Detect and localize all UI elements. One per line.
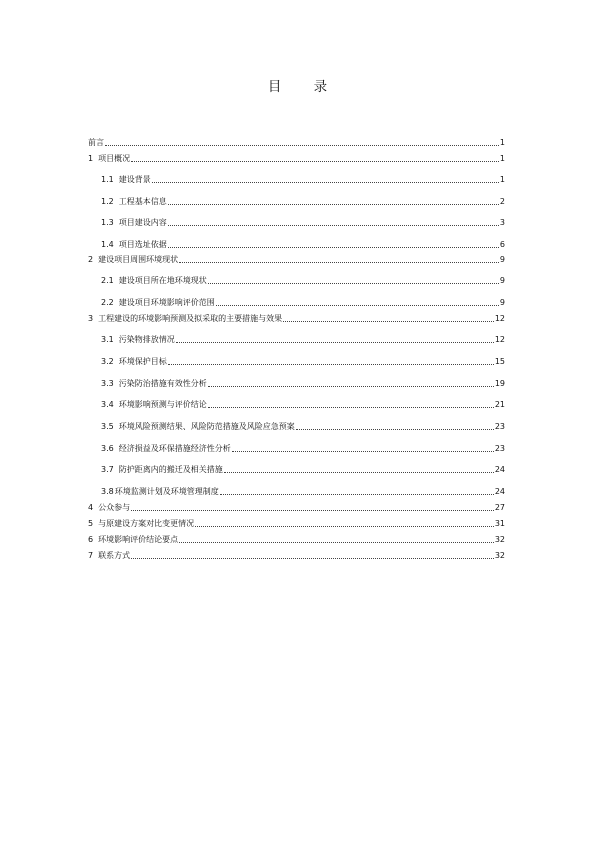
dot-leader	[168, 364, 494, 365]
toc-entry-number: 5	[88, 519, 94, 528]
toc-entry-label: 经济损益及环保措施经济性分析	[118, 444, 231, 453]
dot-leader	[152, 182, 499, 183]
toc-entry-label: 环境影响评价结论要点	[98, 535, 179, 544]
toc-entry-label: 建设项目所在地环境现状	[118, 276, 207, 285]
toc-entry-page: 32	[494, 535, 505, 544]
toc-entry-label: 环境影响预测与评价结论	[118, 400, 207, 409]
toc-entry-page: 1	[499, 154, 505, 163]
dot-leader	[179, 542, 494, 543]
toc-entry-number: 3.2	[101, 357, 114, 366]
dot-leader	[283, 321, 494, 322]
toc-entry-label: 防护距离内的搬迁及相关措施	[118, 465, 223, 474]
dot-leader	[208, 386, 494, 387]
toc-entry-number: 1	[88, 154, 94, 163]
toc-entry-page: 9	[499, 298, 505, 307]
dot-leader	[105, 145, 499, 146]
toc-entry-page: 15	[494, 357, 505, 366]
toc-entry-page: 27	[494, 503, 505, 512]
toc-entry-page: 1	[499, 138, 505, 147]
toc-entry-page: 3	[499, 218, 505, 227]
toc-entry-page: 9	[499, 255, 505, 264]
toc-entry-number: 3	[88, 314, 94, 323]
toc-entry-5[interactable]	[88, 517, 505, 529]
toc-entry-label: 建设项目周围环境现状	[98, 255, 179, 264]
toc-entry-label: 与原建设方案对比变更情况	[98, 519, 195, 528]
toc-entry-label: 建设背景	[118, 175, 151, 184]
toc-entry-label: 联系方式	[98, 551, 131, 560]
toc-entry-number: 3.6	[101, 444, 114, 453]
toc-entry-page: 31	[494, 519, 505, 528]
toc-entry-3-5[interactable]	[101, 420, 505, 432]
toc-entry-number: 6	[88, 535, 94, 544]
toc-entry-6[interactable]	[88, 533, 505, 545]
toc-entry-preface[interactable]	[88, 136, 505, 148]
toc-entry-label: 项目选址依据	[118, 240, 167, 249]
dot-leader	[195, 526, 494, 527]
toc-entry-number: 3.5	[101, 422, 114, 431]
toc-entry-3-2[interactable]	[101, 355, 505, 367]
toc-entry-label: 建设项目环境影响评价范围	[118, 298, 215, 307]
toc-entry-page: 1	[499, 175, 505, 184]
toc-entry-label: 工程建设的环境影响预测及拟采取的主要措施与效果	[98, 314, 283, 323]
toc-entry-page: 19	[494, 379, 505, 388]
toc-entry-label: 项目建设内容	[118, 218, 167, 227]
toc-entry-number: 2	[88, 255, 94, 264]
toc-entry-3-7[interactable]	[101, 463, 505, 475]
dot-leader	[179, 262, 499, 263]
toc-entry-number: 7	[88, 551, 94, 560]
toc-entry-1-4[interactable]	[101, 238, 505, 250]
dot-leader	[168, 225, 499, 226]
toc-entry-1-1[interactable]	[101, 173, 505, 185]
toc-entry-3-1[interactable]	[101, 333, 505, 345]
toc-entry-label: 项目概况	[98, 154, 131, 163]
toc-entry-label: 工程基本信息	[118, 197, 167, 206]
dot-leader	[176, 342, 494, 343]
toc-entry-number: 1.3	[101, 218, 114, 227]
toc-entry-label: 公众参与	[98, 503, 131, 512]
toc-entry-number: 3.8	[101, 487, 114, 496]
toc-entry-2-2[interactable]	[101, 296, 505, 308]
toc-entry-page: 24	[494, 465, 505, 474]
toc-entry-3-6[interactable]	[101, 442, 505, 454]
toc-entry-1[interactable]	[88, 152, 505, 164]
toc-entry-number: 4	[88, 503, 94, 512]
dot-leader	[208, 283, 499, 284]
dot-leader	[168, 247, 499, 248]
toc-entry-number: 3.7	[101, 465, 114, 474]
toc-entry-page: 2	[499, 197, 505, 206]
toc-entry-number: 3.1	[101, 335, 114, 344]
toc-entry-number: 2.2	[101, 298, 114, 307]
toc-entry-label: 环境保护目标	[118, 357, 167, 366]
toc-entry-number: 2.1	[101, 276, 114, 285]
dot-leader	[208, 407, 494, 408]
toc-entry-3[interactable]	[88, 312, 505, 324]
dot-leader	[296, 429, 494, 430]
toc-entry-3-8[interactable]	[101, 485, 505, 497]
toc-entry-number: 1.2	[101, 197, 114, 206]
toc-entry-page: 23	[494, 422, 505, 431]
toc-entry-page: 21	[494, 400, 505, 409]
toc-entry-number: 3.3	[101, 379, 114, 388]
toc-entry-page: 6	[499, 240, 505, 249]
toc-entry-3-4[interactable]	[101, 398, 505, 410]
toc-entry-2-1[interactable]	[101, 274, 505, 286]
toc-entry-2[interactable]	[88, 253, 505, 265]
dot-leader	[131, 161, 499, 162]
toc-entry-page: 12	[494, 335, 505, 344]
toc-entry-1-2[interactable]	[101, 195, 505, 207]
toc-entry-page: 23	[494, 444, 505, 453]
toc-entry-page: 32	[494, 551, 505, 560]
toc-entry-label: 前言	[88, 138, 104, 147]
toc-entry-1-3[interactable]	[101, 216, 505, 228]
toc-entry-page: 9	[499, 276, 505, 285]
toc-entry-4[interactable]	[88, 501, 505, 513]
dot-leader	[131, 558, 494, 559]
toc-entry-label: 污染防治措施有效性分析	[118, 379, 207, 388]
toc-entry-page: 24	[494, 487, 505, 496]
dot-leader	[168, 204, 499, 205]
toc-entry-label: 污染物排放情况	[118, 335, 175, 344]
page-title: 目 录	[267, 79, 342, 95]
dot-leader	[224, 472, 494, 473]
toc-entry-number: 3.4	[101, 400, 114, 409]
dot-leader	[220, 494, 494, 495]
toc-entry-3-3[interactable]	[101, 377, 505, 389]
toc-entry-number: 1.4	[101, 240, 114, 249]
toc-entry-7[interactable]	[88, 549, 505, 561]
toc-entry-label: 环境监测计划及环境管理制度	[114, 487, 219, 496]
dot-leader	[131, 510, 494, 511]
dot-leader	[216, 305, 499, 306]
toc-entry-page: 12	[494, 314, 505, 323]
toc-entry-number: 1.1	[101, 175, 114, 184]
dot-leader	[232, 451, 494, 452]
toc-entry-label: 环境风险预测结果、风险防范措施及风险应急预案	[118, 422, 295, 431]
